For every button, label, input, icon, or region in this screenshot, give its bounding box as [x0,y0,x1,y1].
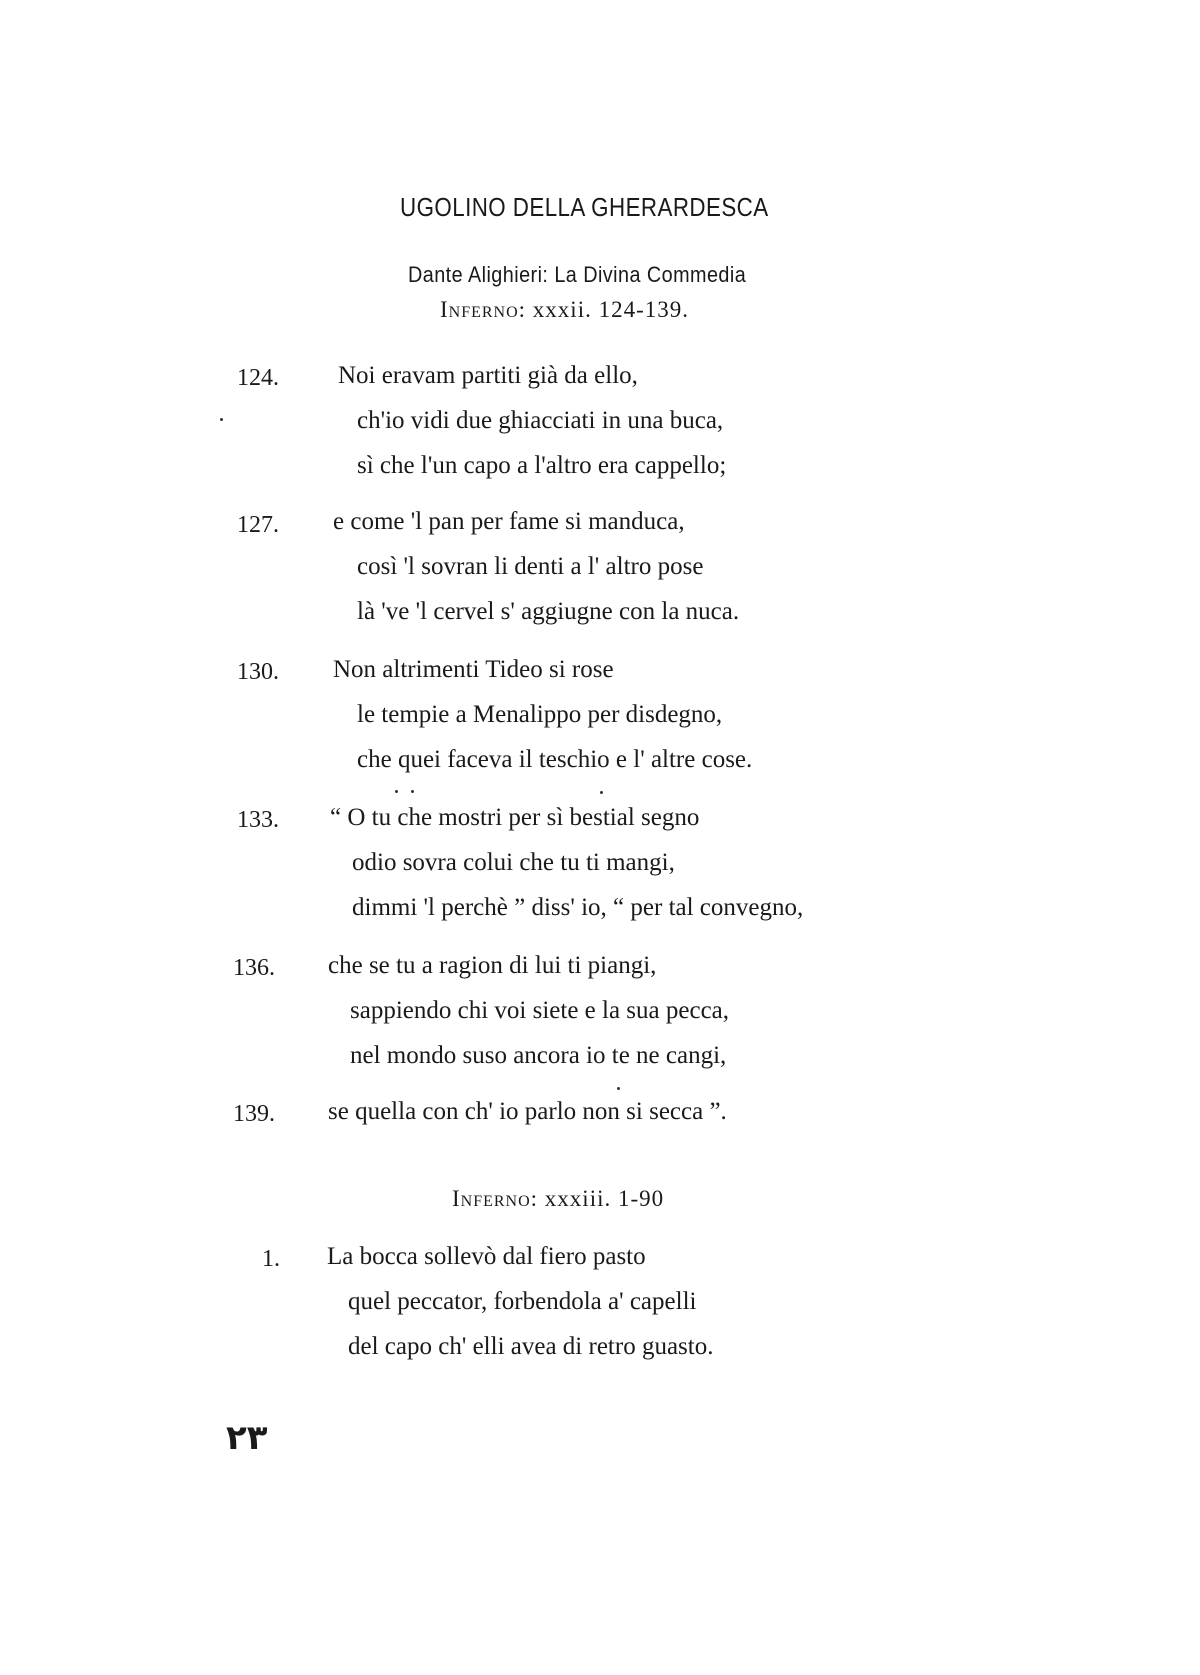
print-speck [411,790,414,793]
print-speck [395,790,398,793]
verse-number: 133. [237,807,279,833]
verse-line: sì che l'un capo a l'altro era cappello; [357,452,727,479]
verse-line: Non altrimenti Tideo si rose [333,656,614,683]
verse-line: là 've 'l cervel s' aggiugne con la nuca. [357,598,740,625]
verse-line: La bocca sollevò dal fiero pasto [327,1243,646,1270]
verse-number: 1. [262,1246,280,1272]
section-heading-prefix: Inferno [452,1186,531,1211]
verse-line: Noi eravam partiti già da ello, [338,362,638,389]
verse-number: 127. [237,512,279,538]
verse-line: che se tu a ragion di lui ti piangi, [328,952,657,979]
print-speck [220,418,223,421]
verse-line: così 'l sovran li denti a l' altro pose [357,553,704,580]
verse-line: se quella con ch' io parlo non si secca ”. [328,1098,727,1125]
verse-number: 136. [233,955,275,981]
section-heading-inferno-xxxiii [452,1186,664,1212]
print-speck [617,1087,620,1090]
verse-line: del capo ch' elli avea di retro guasto. [348,1333,714,1360]
verse-line: sappiendo chi voi siete e la sua pecca, [350,997,730,1024]
section-heading-inferno-xxxii [440,297,689,323]
page-subtitle: Dante Alighieri: La Divina Commedia [408,262,747,287]
verse-line: che quei faceva il teschio e l' altre cose. [357,746,753,773]
verse-line: quel peccator, forbendola a' capelli [348,1288,697,1315]
verse-number: 139. [233,1101,275,1127]
section-heading-prefix: Inferno [440,297,519,322]
section-heading-suffix: : xxxiii. 1-90 [530,1186,665,1211]
verse-number: 130. [237,659,279,685]
verse-line: ch'io vidi due ghiacciati in una buca, [357,407,724,434]
verse-line: le tempie a Menalippo per disdegno, [357,701,723,728]
page-title: UGOLINO DELLA GHERARDESCA [400,192,769,222]
verse-line: e come 'l pan per fame si manduca, [333,508,685,535]
verse-number: 124. [237,365,279,391]
section-heading-suffix: : xxxii. 124-139. [518,297,690,322]
verse-line: “ O tu che mostri per sì bestial segno [330,804,700,831]
verse-line: odio sovra colui che tu ti mangi, [352,849,675,876]
verse-line: dimmi 'l perchè ” diss' io, “ per tal convegno, [352,894,804,921]
print-speck [600,791,603,794]
page-number: ٢٣ [226,1418,268,1458]
verse-line: nel mondo suso ancora io te ne cangi, [350,1042,727,1069]
